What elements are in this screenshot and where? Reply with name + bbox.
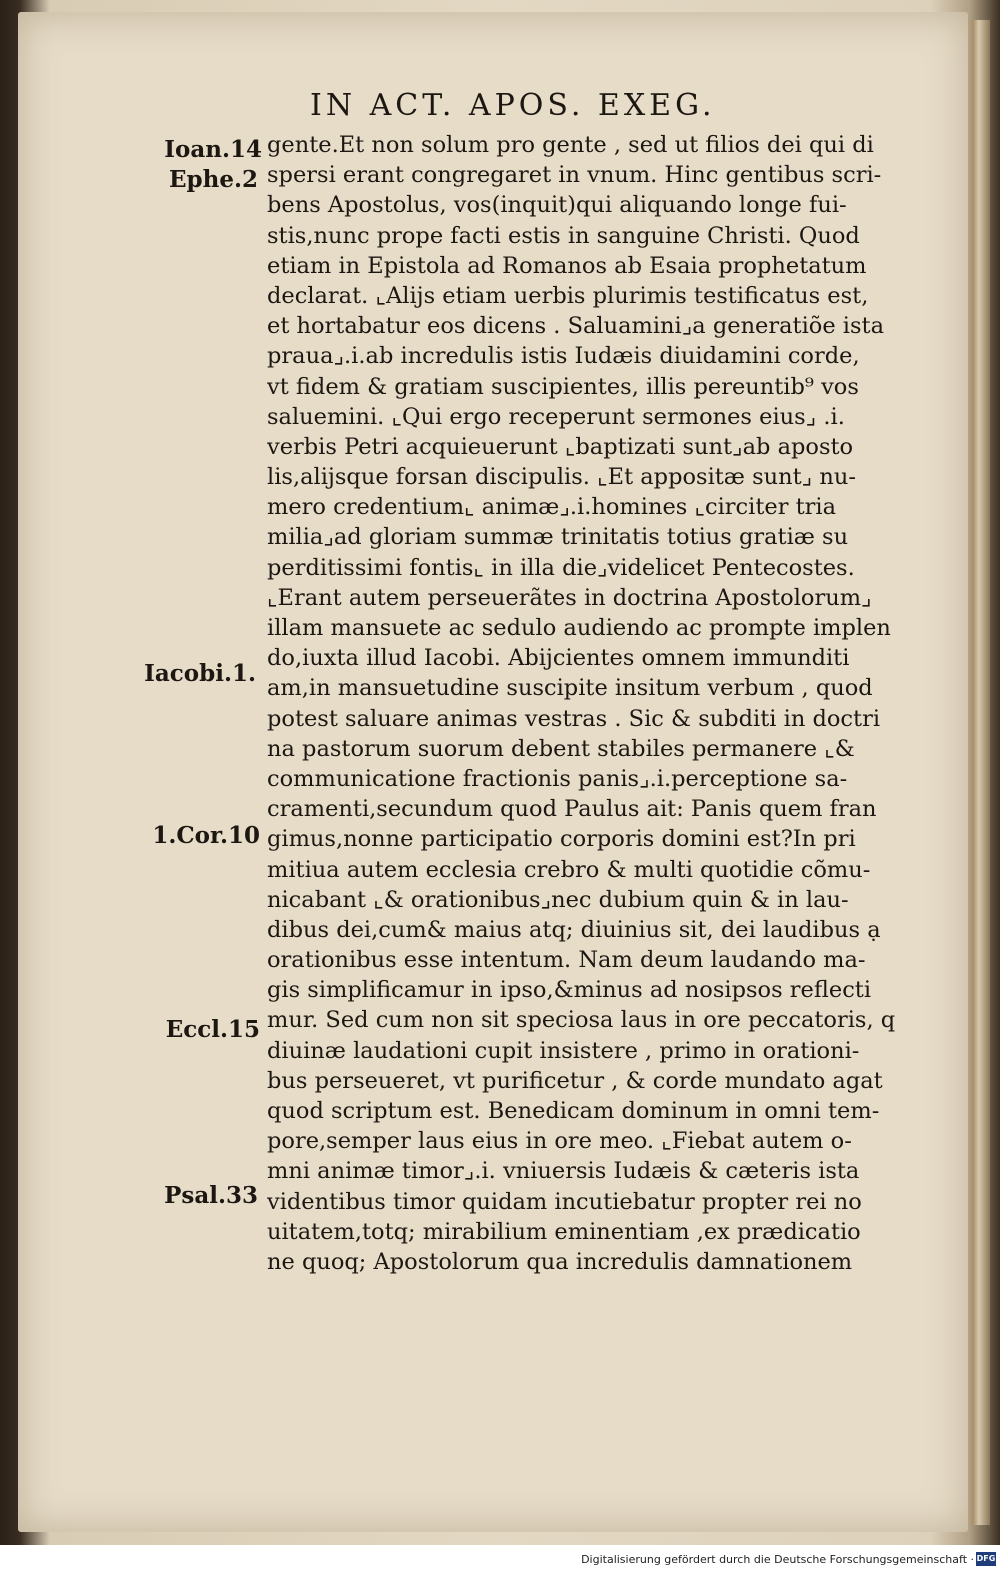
text-line: bus perseueret, vt purificetur , & corde mundato agat [267,1067,883,1094]
text-line: mitiua autem ecclesia crebro & multi quotidie cõmu- [267,856,871,883]
text-line: vt fidem & gratiam suscipientes, illis pereuntib⁹ vos [267,373,859,400]
margin-note: Ephe.2 [169,166,258,193]
text-line: gis simplificamur in ipso,&minus ad nosipsos reflecti [267,977,872,1004]
text-line: uitatem,totq; mirabilium eminentiam ,ex prædicatio [267,1218,861,1245]
text-line: ne quoq; Apostolorum qua incredulis damnationem [267,1248,853,1275]
text-line: videntibus timor quidam incutiebatur propter rei no [267,1188,862,1215]
text-line: na pastorum suorum debent stabiles permanere ⌞& [267,735,855,762]
text-line: dibus dei,cum& maius atq; diuinius sit, dei laudibus ạ [267,916,881,943]
text-line: orationibus esse intentum. Nam deum laudando ma- [267,947,866,974]
text-line: pore,semper laus eius in ore meo. ⌞Fiebat autem o- [267,1128,852,1155]
margin-note: 1.Cor.10 [152,822,260,849]
digitization-footer [0,1545,1000,1578]
text-line: diuinæ laudationi cupit insistere , primo in orationi- [267,1037,860,1064]
text-line: perditissimi fontis⌞ in illa die⌟videlicet Pentecostes. [267,554,855,581]
margin-note: Eccl.15 [165,1016,260,1043]
margin-note: Iacobi.1. [144,660,256,687]
text-line: gimus,nonne participatio corporis domini est?In pri [267,826,856,853]
text-line: quod scriptum est. Benedicam dominum in omni tem- [267,1098,880,1124]
text-line: milia⌟ad gloriam summæ trinitatis totius gratiæ su [267,524,849,551]
text-line: declarat. ⌞Alijs etiam uerbis plurimis testificatus est, [267,282,869,309]
text-line: mur. Sed cum non sit speciosa laus in ore peccatoris, q [267,1007,896,1034]
funding-credit: Digitalisierung gefördert durch die Deutsche Forschungsgemeinschaft · [581,1553,974,1566]
margin-note: Ioan.14 [164,136,262,163]
text-line: am,in mansuetudine suscipite insitum verbum , quod [267,675,873,702]
text-line: ⌞Erant autem perseuerãtes in doctrina Apostolorum⌟ [267,584,872,611]
margin-note: Psal.33 [164,1182,258,1209]
text-line: potest saluare animas vestras . Sic & subditi in doctri [267,705,881,732]
text-line: etiam in Epistola ad Romanos ab Esaia prophetatum [267,252,867,279]
text-line: communicatione fractionis panis⌟.i.perceptione sa- [267,765,848,792]
text-line: nicabant ⌞& orationibus⌟nec dubium quin & in lau- [267,886,849,913]
text-line: do,iuxta illud Iacobi. Abijcientes omnem immunditi [267,645,850,672]
text-line: bens Apostolus, vos(inquit)qui aliquando longe fui- [267,192,847,219]
text-line: verbis Petri acquieuerunt ⌞baptizati sunt⌟ab aposto [267,433,854,460]
text-line: mero credentium⌞ animæ⌟.i.homines ⌞circiter tria [267,494,837,521]
body-text [267,130,932,1277]
text-line: praua⌟.i.ab incredulis istis Iudæis diuidamini corde, [267,343,860,370]
text-line: illam mansuete ac sedulo audiendo ac prompte implen [267,615,891,641]
text-line: spersi erant congregaret in vnum. Hinc gentibus scri- [267,162,882,189]
text-line: cramenti,secundum quod Paulus ait: Panis quem fran [267,796,877,823]
text-line: mni animæ timor⌟.i. vniuersis Iudæis & cæteris ista [267,1158,860,1185]
text-line: lis,alijsque forsan discipulis. ⌞Et appositæ sunt⌟ nu- [267,464,856,491]
running-header: IN ACT. APOS. EXEG. [310,88,716,123]
text-line: saluemini. ⌞Qui ergo receperunt sermones eius⌟ .i. [267,403,845,430]
text-line: gente.Et non solum pro gente , sed ut filios dei qui di [267,132,874,158]
text-line: stis,nunc prope facti estis in sanguine Christi. Quod [267,222,860,249]
dfg-logo: DFG [976,1552,996,1566]
text-line: et hortabatur eos dicens . Saluamini⌟a generatiõe ista [267,313,884,340]
